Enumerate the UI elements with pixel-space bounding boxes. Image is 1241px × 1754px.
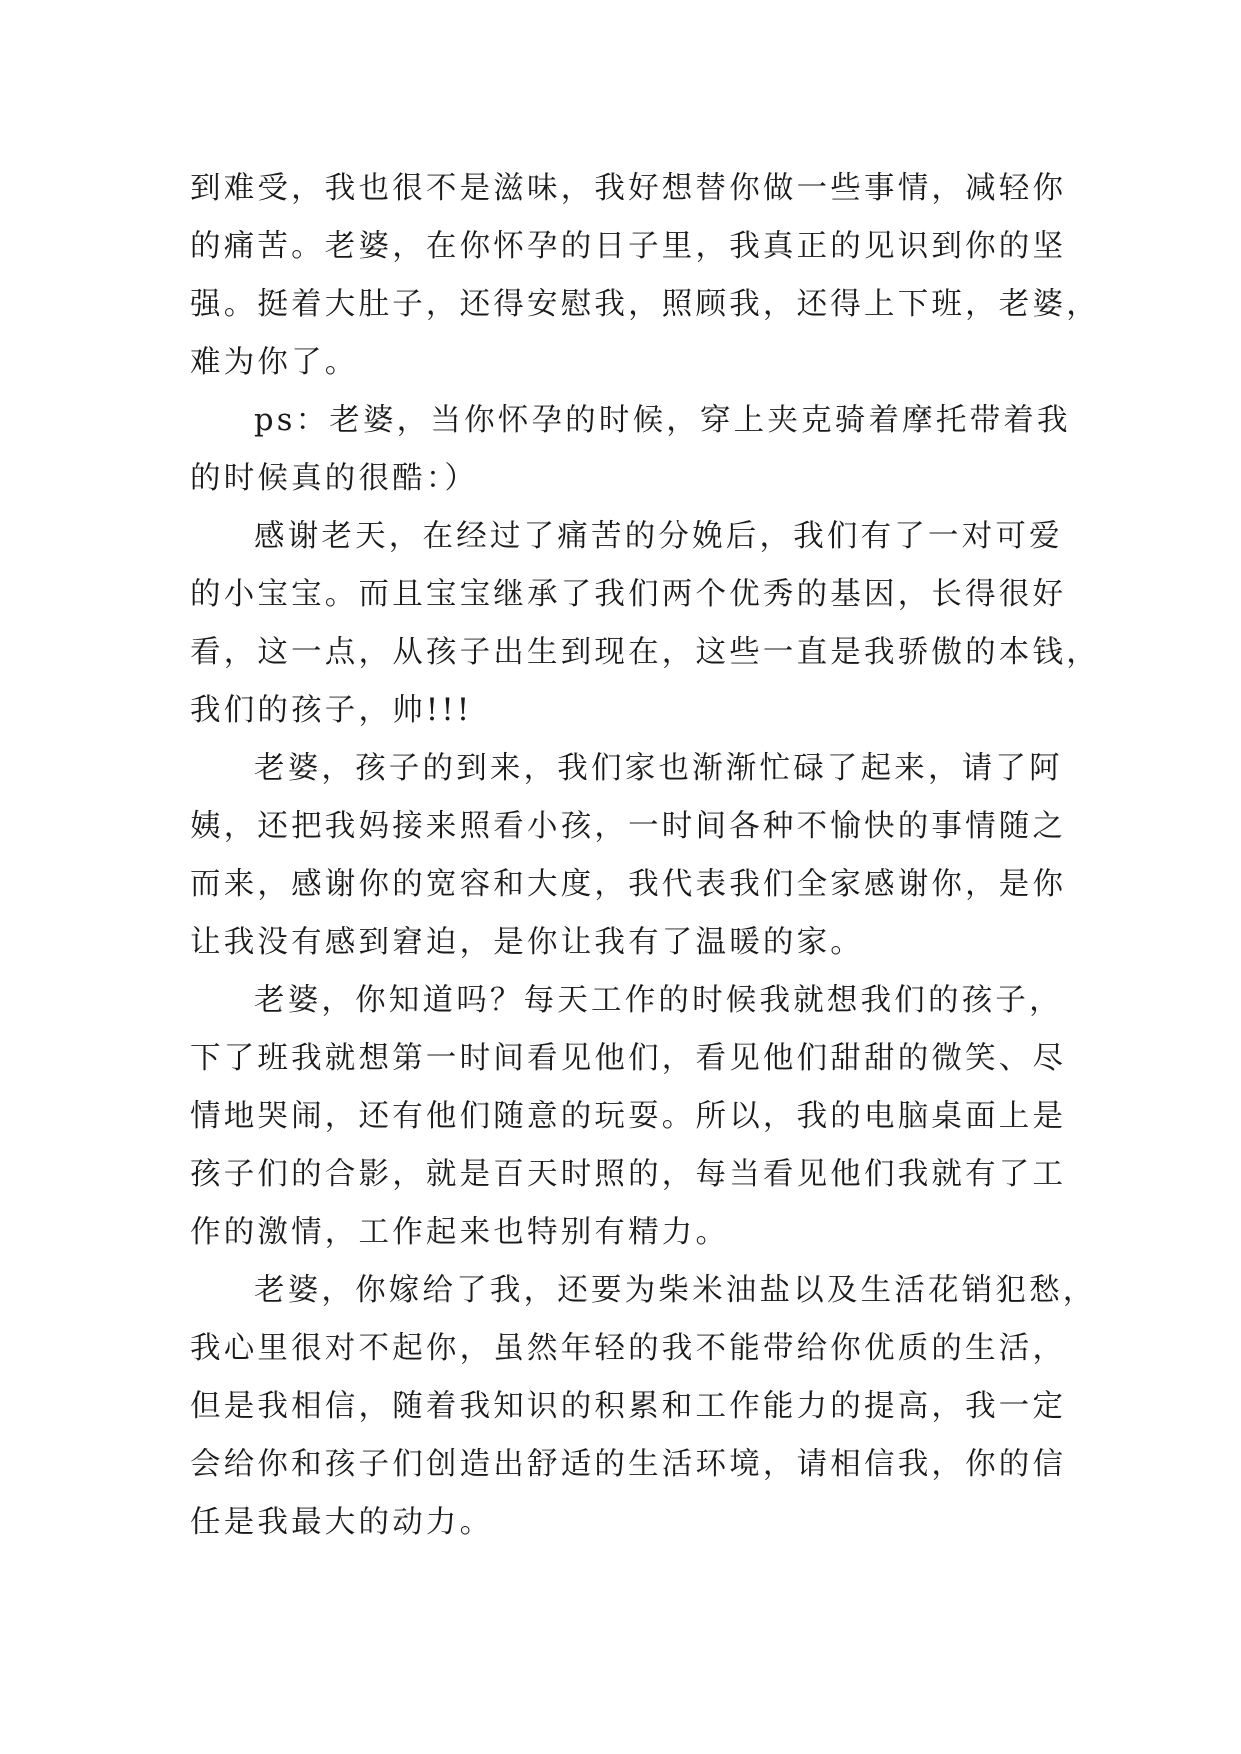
body-text [190,160,1100,1552]
text-line: 孩子们的合影，就是百天时照的，每当看见他们我就有了工 [190,1157,1067,1192]
text-line: 但是我相信，随着我知识的积累和工作能力的提高，我一定 [190,1389,1067,1424]
text-line: 任是我最大的动力。 [190,1505,494,1540]
text-line: 下了班我就想第一时间看见他们，看见他们甜甜的微笑、尽 [190,1041,1067,1076]
text-line: 到难受，我也很不是滋味，我好想替你做一些事情，减轻你 [190,171,1067,206]
text-line: 老婆，你嫁给了我，还要为柴米油盐以及生活花销犯愁， [254,1273,1097,1308]
text-line: 姨，还把我妈接来照看小孩，一时间各种不愉快的事情随之 [190,809,1067,844]
text-line: 的时候真的很酷：） [190,461,479,496]
text-line: 情地哭闹，还有他们随意的玩耍。所以，我的电脑桌面上是 [190,1099,1067,1134]
text-line: 老婆，孩子的到来，我们家也渐渐忙碌了起来，请了阿 [254,751,1063,786]
text-line: 老婆，你知道吗？每天工作的时候我就想我们的孩子， [254,983,1063,1018]
text-line: 让我没有感到窘迫，是你让我有了温暖的家。 [190,925,864,960]
text-line: 看，这一点，从孩子出生到现在，这些一直是我骄傲的本钱， [190,635,1100,670]
text-line: 我心里很对不起你，虽然年轻的我不能带给你优质的生活， [190,1331,1067,1366]
text-line: 强。挺着大肚子，还得安慰我，照顾我，还得上下班，老婆， [190,287,1100,322]
text-line: 的小宝宝。而且宝宝继承了我们两个优秀的基因，长得很好 [190,577,1067,612]
text-line: 我们的孩子，帅!!! [190,693,473,728]
text-line: 作的激情，工作起来也特别有精力。 [190,1215,730,1250]
text-line: 会给你和孩子们创造出舒适的生活环境，请相信我，你的信 [190,1447,1067,1482]
text-line: 的痛苦。老婆，在你怀孕的日子里，我真正的见识到你的坚 [190,229,1067,264]
text-line: 感谢老天，在经过了痛苦的分娩后，我们有了一对可爱 [254,519,1063,554]
text-line: 难为你了。 [190,345,359,380]
text-line: ps：老婆，当你怀孕的时候，穿上夹克骑着摩托带着我 [254,403,1071,438]
text-line: 而来，感谢你的宽容和大度，我代表我们全家感谢你，是你 [190,867,1067,902]
